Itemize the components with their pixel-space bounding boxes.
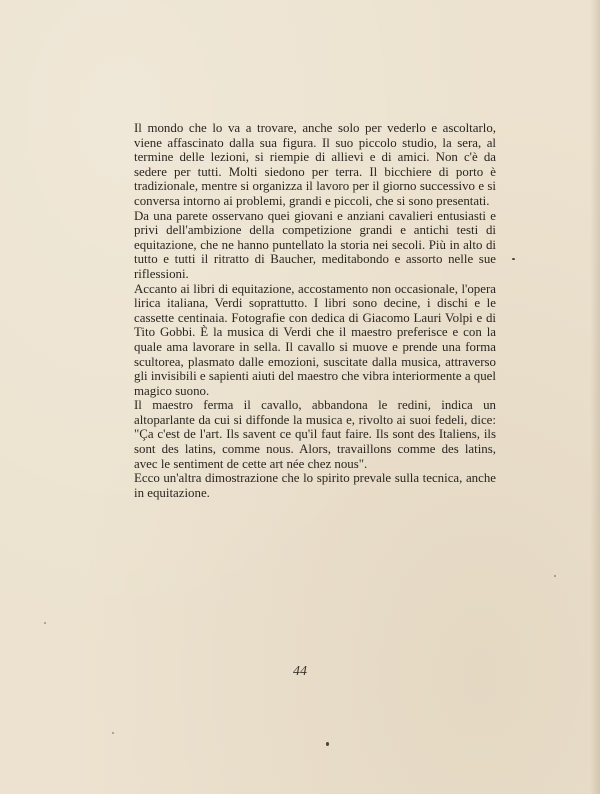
paragraph: Il maestro ferma il cavallo, abbandona le redini, indica un altoparlante da cui si diffonde la musica e, rivolto ai suoi fedeli, dice: "Ça c'est de l'art. Ils savent ce qu'il faut faire. Ils sont des Italiens, ils sont des latins, comme nous. Alors, travaillons comme des latins, avec le sentiment de cette art née chez nous". [134, 398, 496, 471]
body-text [134, 121, 496, 500]
paper-speck [112, 732, 114, 734]
page-number: 44 [293, 664, 307, 679]
paragraph: Il mondo che lo va a trovare, anche solo per vederlo e ascoltarlo, viene affascinato dalla sua figura. Il suo piccolo studio, la sera, al termine delle lezioni, si riempie di allievi e di amici. Non c'è da sedere per tutti. Molti siedono per terra. Il bicchiere di porto è tradizionale, mentre si organizza il lavoro per il giorno successivo e si conversa intorno ai problemi, grandi e piccoli, che si sono presentati. [134, 121, 496, 208]
paper-speck [326, 742, 329, 746]
paragraph: Da una parete osservano quei giovani e anziani cavalieri entusiasti e privi dell'ambizione della competizione grandi e antichi testi di equitazione, che ne hanno puntellato la storia nei secoli. Più in alto di tutto e tutti il ritratto di Baucher, meditabondo e assorto nelle sue riflessioni. [134, 208, 496, 281]
paper-speck [512, 258, 515, 260]
paragraph: Ecco un'altra dimostrazione che lo spirito prevale sulla tecnica, anche in equitazione. [134, 471, 496, 500]
paper-speck [554, 575, 556, 577]
paragraph: Accanto ai libri di equitazione, accostamento non occasionale, l'opera lirica italiana, Verdi soprattutto. I libri sono decine, i dischi e le cassette centinaia. Fotografie con dedica di Giacomo Lauri Volpi e di Tito Gobbi. È la musica di Verdi che il maestro preferisce e con la quale ama lavorare in sella. Il cavallo si muove e prende una forma scultorea, plasmato dalle emozioni, suscitate dalla musica, attraverso gli invisibili e sapienti aiuti del maestro che vibra interiormente a quel magico suono. [134, 281, 496, 398]
paper-speck [44, 622, 46, 624]
